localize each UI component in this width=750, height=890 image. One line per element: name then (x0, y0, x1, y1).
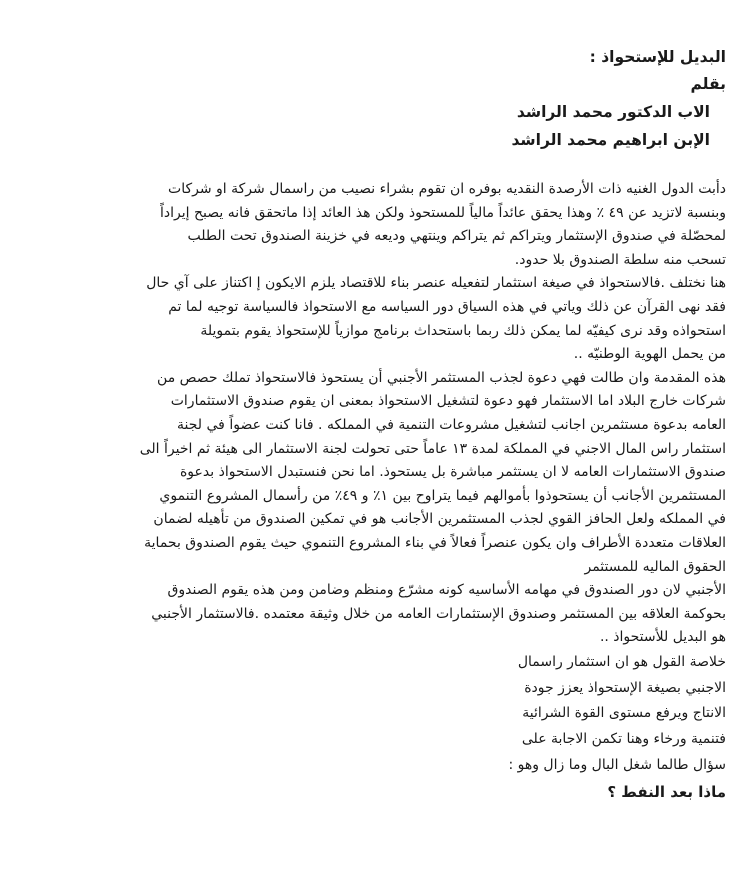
paragraph-line: من يحمل الهوية الوطنيّه .. (573, 346, 726, 363)
paragraph-line: دأبت الدول الغنيه ذات الأرصدة النقديه بوفره ان تقوم بشراء نصيب من راسمال شركة او شركات (168, 181, 726, 197)
paragraph-line: المستثمرين الأجانب أن يستحوذوا بأموالهم فيما يتراوح بين ١٪ و ٤٩٪ من رأسمال المشروع التنموي (159, 487, 726, 504)
author-name: الاب الدكتور محمد الراشد (516, 103, 710, 121)
paragraph-line: الحقوق الماليه للمستثمر (584, 558, 726, 575)
author-name: الإبن ابراهيم محمد الراشد (511, 131, 710, 149)
paragraph-line: هنا نختلف .فالاستحواذ في صيغة استثمار لتفعيله عنصر بناء للاقتصاد يلزم الايكون إ اكتناز على آي حال (146, 275, 726, 292)
paragraph-line: صندوق الاستثمارات العامه لا ان يستثمر مباشرة بل يستحوذ. اما نحن فنستبدل الاستحواذ بدعوة (179, 464, 726, 481)
paragraph-line: الأجنبي لان دور الصندوق في مهامه الأساسيه كونه مشرّع ومنظم وضامن ومن هذه يقوم الصندوق (167, 582, 726, 599)
paragraph-line: العامه بدعوة مستثمرين اجانب لتشغيل مشروعات التنمية في المملكه . فانا كنت عضواً في لجنة (177, 416, 726, 433)
paragraph-line: هذه المقدمة وان طالت فهي دعوة لجذب المستثمر الأجنبي أن يستحوذ فالاستحواذ تملك حصص من (157, 369, 726, 386)
paragraph-line: العلاقات متعددة الأطراف وان يكون عنصراً فعالاً في بناء المشروع التنموي حيث يقوم الصندوق بحماية (144, 534, 726, 551)
paragraph-line: شركات خارج البلاد اما الاستثمار فهو دعوة لتشغيل الاستحواذ بمعنى ان يقوم صندوق الاستثمارات (170, 393, 726, 410)
article-paragraph (14, 579, 726, 650)
paragraph-line: هو البديل للأستحواذ .. (599, 629, 726, 646)
conclusion-line: فتنمية ورخاء وهنا تكمن الاجابة على (521, 731, 726, 748)
paragraph-line: تسحب منه سلطة الصندوق بلا حدود. (514, 251, 726, 268)
article-paragraph (14, 367, 726, 579)
paragraph-line: لمحصّلة في صندوق الإستثمار ويتراكم ثم يتراكم وينتهي وديعه في خزينة الصندوق تحت الطلب (187, 228, 726, 245)
article-paragraph (14, 178, 726, 272)
paragraph-line: استحواذه وقد نرى كيفيّه لما يمكن ذلك ربما باستحداث برنامج موازياً للإستحواذ يقوم بتمويلة (200, 322, 726, 339)
paragraph-line: وبنسبة لاتزيد عن ٤٩ ٪ وهذا يحقق عائداً مالياً للمستحوذ ولكن هذ العائد إذا ماتحقق فانه يصبح إيراداً (160, 204, 726, 221)
conclusion-line: خلاصة القول هو ان استثمار راسمال (517, 653, 726, 670)
article-title: البديل للإستحواذ : (589, 48, 726, 66)
author-list (14, 98, 726, 154)
spacer (14, 154, 726, 178)
final-question: ماذا بعد النفط ؟ (607, 782, 726, 801)
byline: بقلم (690, 75, 726, 93)
paragraph-line: بحوكمة العلاقه بين المستثمر وصندوق الإستثمارات العامه من خلال وثيقة معتمده .فالاستثمار الأجنبي (151, 605, 726, 622)
paragraph-line: فقد نهى القرآن عن ذلك وياتي في هذه السياق دور السياسه مع الاستحواذ فالسياسة توجيه لما تم (168, 298, 726, 315)
conclusion-line: سؤال طالما شغل البال وما زال وهو : (508, 757, 726, 774)
conclusion-block (14, 650, 726, 779)
paragraph-line: في المملكه ولعل الحافز القوي لجذب المستثمرين الأجانب هو في تمكين الصندوق من تأهيله لضمان (153, 511, 726, 528)
article-paragraph (14, 272, 726, 366)
paragraph-line: استثمار راس المال الاجني في المملكة لمدة ١٣ عاماً حتى تحولت لجنة الاستثمار الى هيئة ثم اخيراً الى (139, 440, 726, 457)
conclusion-line: الانتاج ويرفع مستوى القوة الشرائية (522, 705, 726, 722)
conclusion-line: الاجنبي بصيغة الإستحواذ يعزز جودة (524, 679, 726, 696)
